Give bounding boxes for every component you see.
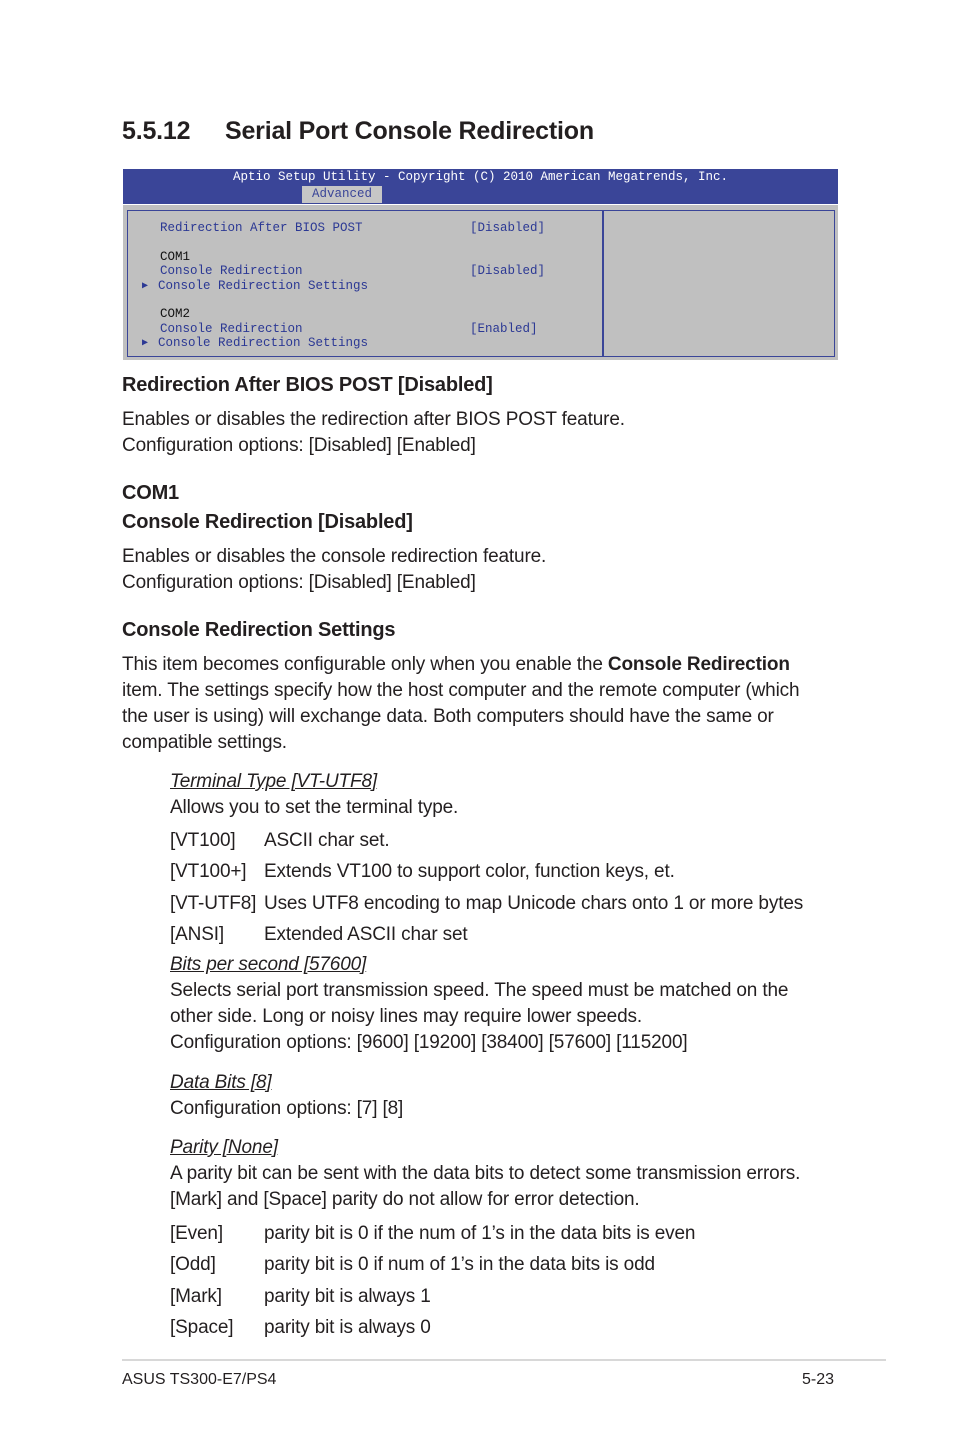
option-desc: parity bit is always 1 (264, 1286, 431, 1307)
text-parity-line2: [Mark] and [Space] parity do not allow for error detection. (170, 1189, 640, 1210)
option-key: [VT100] (170, 830, 236, 851)
option-desc: parity bit is 0 if the num of 1’s in the data bits is even (264, 1223, 696, 1244)
text-bps-line3: Configuration options: [9600] [19200] [38400] [57600] [115200] (170, 1032, 688, 1053)
bios-value-redirection-after-post[interactable]: [Disabled] (470, 221, 546, 235)
option-desc: Extends VT100 to support color, function keys, et. (264, 861, 675, 882)
bios-item-com1-settings[interactable]: Console Redirection Settings (158, 279, 369, 293)
option-desc: parity bit is 0 if num of 1’s in the data bits is odd (264, 1254, 655, 1275)
bios-label-com2: COM2 (160, 307, 191, 321)
footer-product: ASUS TS300-E7/PS4 (122, 1371, 277, 1388)
text-parity-line1: A parity bit can be sent with the data bits to detect some transmission errors. (170, 1163, 801, 1184)
bios-label-com1: COM1 (160, 250, 191, 264)
text-crs-line4: compatible settings. (122, 732, 287, 753)
text-bps-line2: other side. Long or noisy lines may require lower speeds. (170, 1006, 642, 1027)
bios-item-com2-console-redirection[interactable]: Console Redirection (160, 322, 303, 336)
bios-item-com2-settings[interactable]: Console Redirection Settings (158, 336, 369, 350)
bios-item-com1-console-redirection[interactable]: Console Redirection (160, 264, 303, 278)
text-crs-line2: item. The settings specify how the host computer and the remote computer (which (122, 680, 800, 701)
text-com1-line2: Configuration options: [Disabled] [Enabled] (122, 572, 476, 593)
text-terminal-desc: Allows you to set the terminal type. (170, 797, 459, 818)
section-title-text: Serial Port Console Redirection (225, 117, 594, 145)
submenu-arrow-icon: ▶ (142, 281, 149, 292)
text-crs-line1-pre: This item becomes configurable only when you enable the (122, 654, 608, 675)
subheading-bits-per-second: Bits per second [57600] (170, 954, 367, 975)
text-crs-line1-bold: Console Redirection (607, 654, 790, 675)
option-key: [VT-UTF8] (170, 893, 257, 914)
heading-com1-console-redirection: Console Redirection [Disabled] (122, 511, 413, 533)
subheading-data-bits: Data Bits [8] (170, 1072, 272, 1093)
bios-value-com2-console-redirection[interactable]: [Enabled] (470, 322, 538, 336)
text-redir-line2: Configuration options: [Disabled] [Enabled] (122, 435, 476, 456)
heading-console-redirection-settings: Console Redirection Settings (122, 619, 396, 641)
subheading-terminal-type: Terminal Type [VT-UTF8] (170, 771, 378, 792)
heading-redirection-after-post: Redirection After BIOS POST [Disabled] (122, 374, 493, 396)
option-desc: Extended ASCII char set (264, 924, 468, 945)
option-desc: Uses UTF8 encoding to map Unicode chars onto 1 or more bytes (264, 893, 804, 914)
option-key: [Odd] (170, 1254, 216, 1275)
text-redir-line1: Enables or disables the redirection after BIOS POST feature. (122, 409, 625, 430)
section-title (122, 117, 594, 146)
option-desc: parity bit is always 0 (264, 1317, 431, 1338)
submenu-arrow-icon: ▶ (142, 338, 149, 349)
option-key: [Space] (170, 1317, 234, 1338)
bios-divider (602, 211, 604, 356)
bios-title: Aptio Setup Utility - Copyright (C) 2010 American Megatrends, Inc. (232, 170, 729, 184)
footer-page-number: 5-23 (802, 1371, 835, 1388)
option-desc: ASCII char set. (264, 830, 390, 851)
bios-item-redirection-after-post[interactable]: Redirection After BIOS POST (160, 221, 363, 235)
option-key: [Even] (170, 1223, 223, 1244)
text-bps-line1: Selects serial port transmission speed. The speed must be matched on the (170, 980, 789, 1001)
text-databits-line1: Configuration options: [7] [8] (170, 1098, 404, 1119)
bios-value-com1-console-redirection[interactable]: [Disabled] (470, 264, 546, 278)
option-key: [VT100+] (170, 861, 247, 882)
text-com1-line1: Enables or disables the console redirection feature. (122, 546, 547, 567)
text-crs-line3: the user is using) will exchange data. Both computers should have the same or (122, 706, 774, 727)
section-number: 5.5.12 (122, 117, 191, 145)
footer-divider (122, 1359, 886, 1361)
bios-tab-advanced[interactable]: Advanced (302, 186, 382, 203)
heading-com1: COM1 (122, 482, 179, 504)
subheading-parity: Parity [None] (170, 1137, 278, 1158)
option-key: [ANSI] (170, 924, 225, 945)
text-crs-line1 (122, 652, 790, 678)
option-key: [Mark] (170, 1286, 222, 1307)
